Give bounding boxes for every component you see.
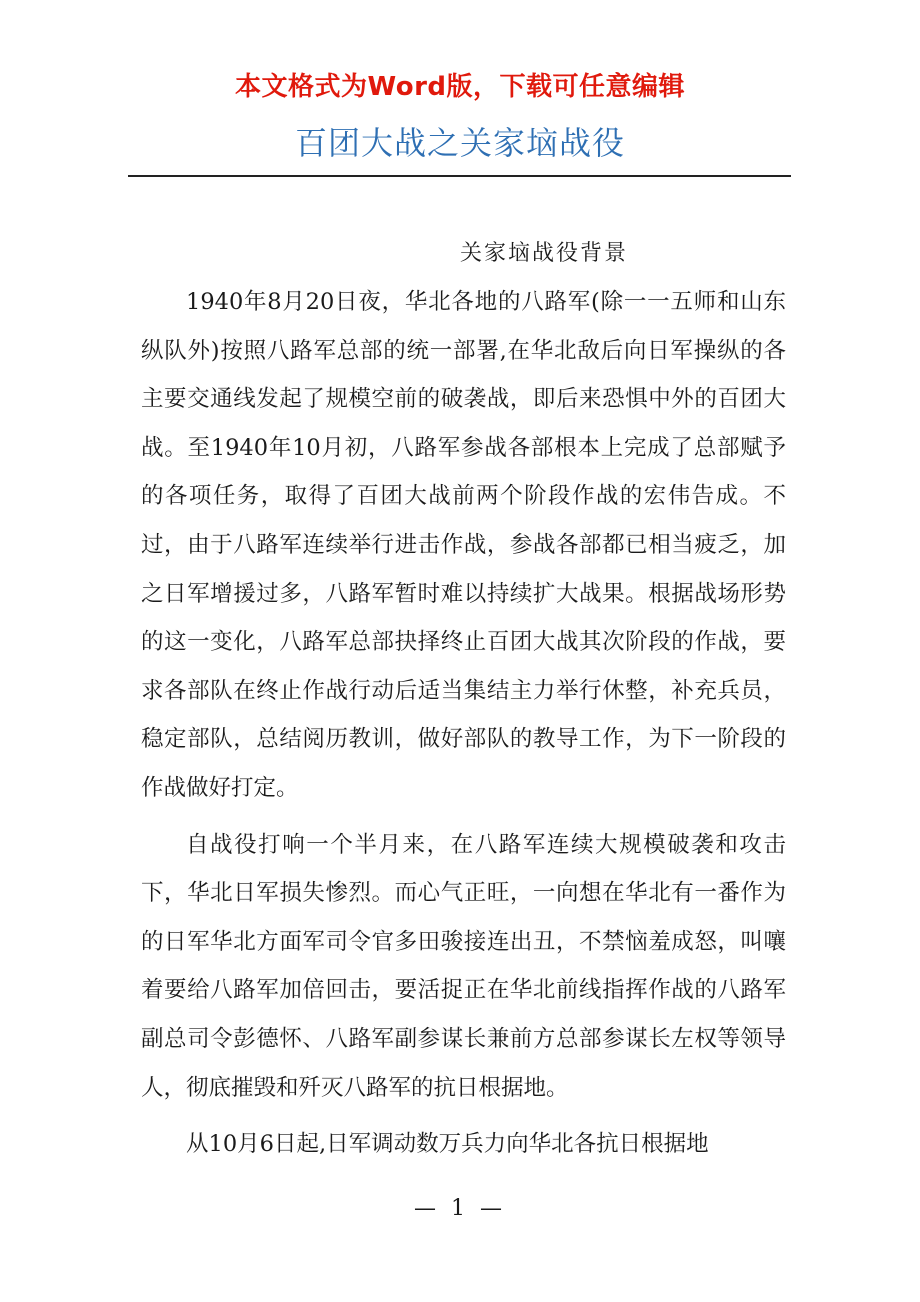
body-paragraph: 1940年8月20日夜，华北各地的八路军(除一一五师和山东纵队外)按照八路军总部的统一部署,在华北敌后向日军操纵的各主要交通线发起了规模空前的破袭战，即后来恐惧中外的百团大战。至1940年10月初，八路军参战各部根本上完成了总部赋予的各项任务，取得了百团大战前两个阶段作战的宏伟告成。不过，由于八路军连续举行进击作战，参战各部都已相当疲乏，加之日军增援过多，八路军暂时难以持续扩大战果。根据战场形势的这一变化，八路军总部抉择终止百团大战其次阶段的作战，要求各部队在终止作战行动后适当集结主力举行休整，补充兵员，稳定部队，总结阅历教训，做好部队的教导工作，为下一阶段的作战做好打定。 bbox=[141, 289, 786, 801]
document-title: 百团大战之关家垴战役 bbox=[294, 124, 625, 162]
body-paragraph: 自战役打响一个半月来，在八路军连续大规模破袭和攻击下，华北日军损失惨烈。而心气正旺，一向想在华北有一番作为的日军华北方面军司令官多田骏接连出丑，不禁恼羞成怒，叫嚷着要给八路军加倍回击，要活捉正在华北前线指挥作战的八路军副总司令彭德怀、八路军副参谋长兼前方总部参谋长左权等领导人，彻底摧毁和歼灭八路军的抗日根据地。 bbox=[141, 831, 786, 1101]
editable-format-banner: 本文格式为Word版，下载可任意编辑 bbox=[234, 72, 686, 102]
body-paragraph: 从10月6日起,日军调动数万兵力向华北各抗日根据地 bbox=[186, 1131, 709, 1158]
document-body bbox=[141, 278, 786, 1169]
section-heading: 关家垴战役背景 bbox=[460, 241, 629, 266]
page-number: — 1 — bbox=[414, 1196, 506, 1221]
title-divider bbox=[128, 175, 791, 177]
